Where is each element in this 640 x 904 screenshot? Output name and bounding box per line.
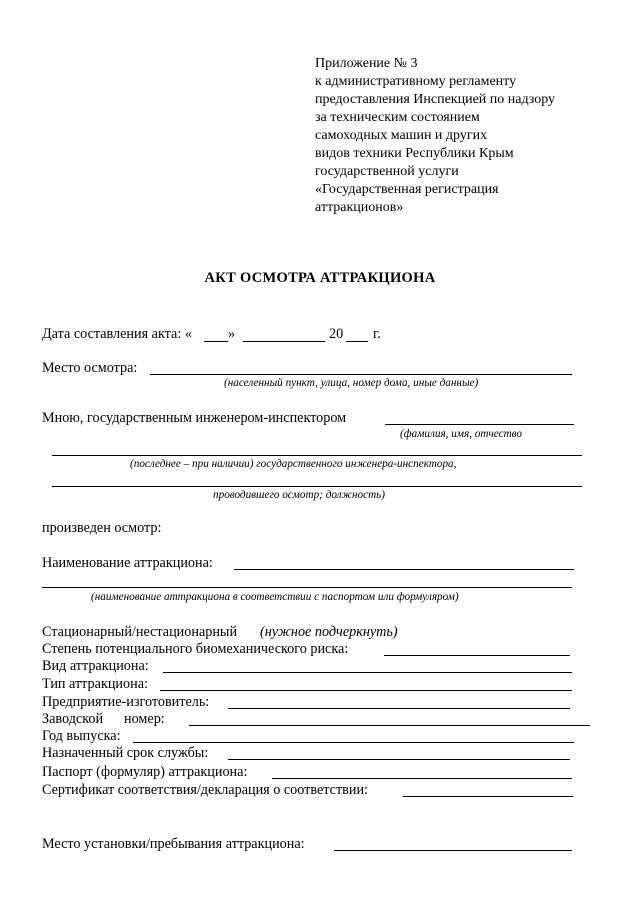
location-blank[interactable]: [334, 850, 572, 851]
inspector-hint-3: проводившего осмотр; должность): [213, 489, 385, 501]
date-year-prefix: 20: [329, 326, 344, 342]
attraction-kind-label: Вид аттракциона:: [42, 658, 149, 674]
appendix-line-6: видов техники Республики Крым: [315, 146, 514, 161]
appendix-line-2: к административному регламенту: [315, 74, 517, 89]
year-blank[interactable]: [133, 742, 574, 743]
name-blank-2[interactable]: [42, 587, 572, 588]
place-hint: (населенный пункт, улица, номер дома, иные данные): [224, 377, 479, 389]
inspector-blank-3[interactable]: [52, 486, 582, 487]
date-month-blank[interactable]: [243, 341, 325, 342]
appendix-line-5: самоходных машин и других: [315, 128, 488, 143]
risk-blank[interactable]: [384, 655, 570, 656]
name-hint: (наименование аттракциона в соответствии с паспортом или формуляром): [91, 591, 459, 603]
certificate-blank[interactable]: [403, 796, 573, 797]
inspector-hint-2: (последнее – при наличии) государственного инженера-инспектора,: [130, 458, 457, 470]
passport-blank[interactable]: [272, 778, 572, 779]
place-label: Место осмотра:: [42, 360, 138, 376]
service-label: Назначенный срок службы:: [42, 745, 209, 761]
manufacturer-label: Предприятие-изготовитель:: [42, 694, 210, 710]
attraction-type-label: Тип аттракциона:: [42, 676, 148, 692]
inspector-label: Мною, государственным инженером-инспектором: [42, 410, 347, 426]
date-year-suffix: г.: [373, 326, 381, 342]
document-title: АКТ ОСМОТРА АТТРАКЦИОНА: [204, 270, 436, 286]
appendix-line-9: аттракционов»: [315, 200, 404, 215]
name-label: Наименование аттракциона:: [42, 555, 213, 571]
date-close-quote: »: [228, 326, 236, 342]
passport-label: Паспорт (формуляр) аттракциона:: [42, 764, 248, 780]
appendix-line-1: Приложение № 3: [315, 56, 418, 71]
serial-label-1: Заводской: [42, 711, 104, 727]
manufacturer-blank[interactable]: [228, 708, 570, 709]
year-label: Год выпуска:: [42, 728, 121, 744]
attraction-kind-blank[interactable]: [163, 672, 572, 673]
performed-label: произведен осмотр:: [42, 520, 162, 536]
date-day-blank[interactable]: [204, 341, 228, 342]
service-blank[interactable]: [228, 759, 570, 760]
attraction-type-blank[interactable]: [160, 690, 572, 691]
inspector-blank[interactable]: [385, 424, 574, 425]
risk-label: Степень потенциального биомеханического риска:: [42, 641, 349, 657]
date-year-blank[interactable]: [346, 341, 368, 342]
stationary-label: Стационарный/нестационарный: [42, 624, 238, 640]
stationary-hint: (нужное подчеркнуть): [260, 624, 398, 640]
place-blank[interactable]: [150, 374, 572, 375]
serial-label-2: номер:: [124, 711, 165, 727]
serial-blank[interactable]: [189, 725, 590, 726]
appendix-line-7: государственной услуги: [315, 164, 459, 179]
inspector-blank-2[interactable]: [52, 455, 582, 456]
appendix-line-8: «Государственная регистрация: [315, 182, 499, 197]
date-label: Дата составления акта: «: [42, 326, 192, 342]
location-label: Место установки/пребывания аттракциона:: [42, 836, 305, 852]
inspector-hint-1: (фамилия, имя, отчество: [400, 428, 522, 440]
name-blank[interactable]: [234, 569, 574, 570]
appendix-line-4: за техническим состоянием: [315, 110, 480, 125]
appendix-line-3: предоставления Инспекцией по надзору: [315, 92, 556, 107]
certificate-label: Сертификат соответствия/декларация о соответствии:: [42, 782, 368, 798]
